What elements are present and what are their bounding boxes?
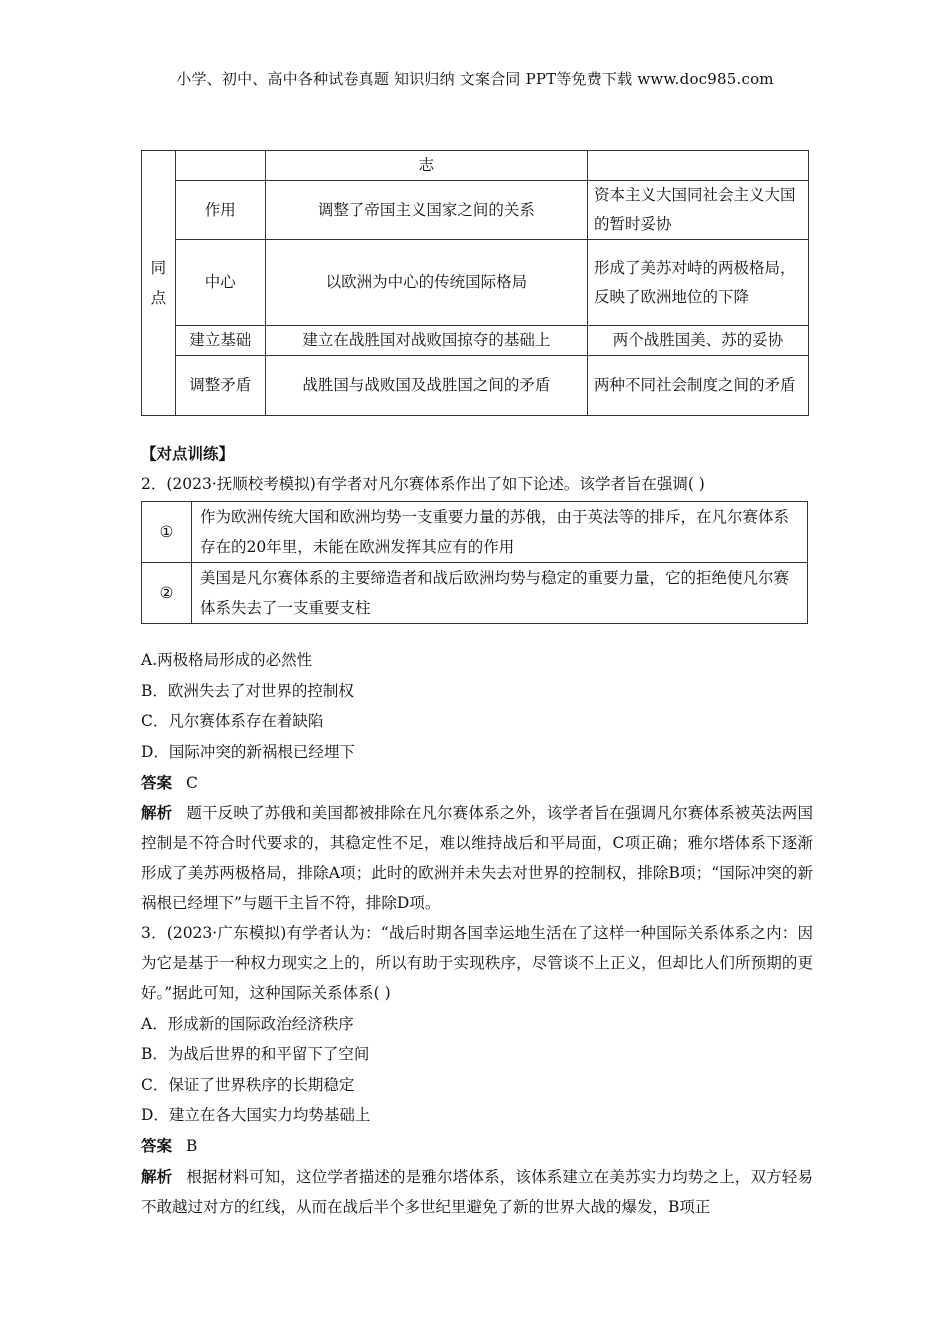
material-text: 作为欧洲传统大国和欧洲均势一支重要力量的苏俄，由于英法等的排斥，在凡尔赛体系存在的20年里，未能在欧洲发挥其应有的作用 (192, 502, 808, 563)
row-col2: 资本主义大国同社会主义大国的暂时妥协 (588, 181, 809, 240)
row-col2: 两种不同社会制度之间的矛盾 (588, 356, 809, 416)
q3-analysis (141, 1162, 813, 1222)
row-col1: 以欧洲为中心的传统国际格局 (265, 240, 587, 326)
material-text: 美国是凡尔赛体系的主要缔造者和战后欧洲均势与稳定的重要力量，它的拒绝使凡尔赛体系失去了一支重要支柱 (192, 563, 808, 624)
q2-option-b: B．欧洲失去了对世界的控制权 (141, 682, 354, 700)
comparison-table (141, 150, 809, 416)
row-label: 作用 (175, 181, 265, 240)
answer-label: 答案 (141, 773, 173, 792)
table-row (142, 326, 809, 356)
q2-material-table (141, 501, 808, 624)
analysis-label: 解析 (141, 1167, 173, 1186)
q3-option-c: C．保证了世界秩序的长期稳定 (141, 1076, 355, 1094)
row-label: 中心 (175, 240, 265, 326)
row-col1: 建立在战胜国对战败国掠夺的基础上 (265, 326, 587, 356)
answer-value: B (186, 1137, 198, 1155)
row-col2: 形成了美苏对峙的两极格局，反映了欧洲地位的下降 (588, 240, 809, 326)
q3-option-b: B．为战后世界的和平留下了空间 (141, 1045, 370, 1063)
answer-label: 答案 (141, 1136, 173, 1155)
analysis-text: 题干反映了苏俄和美国都被排除在凡尔赛体系之外，该学者旨在强调凡尔赛体系被英法两国控制是不符合时代要求的，其稳定性不足，难以维持战后和平局面，C项正确；雅尔塔体系下逐渐形成了美苏两极格局，排除A项；此时的欧洲并未失去对世界的控制权，排除B项；“国际冲突的新祸根已经埋下”与题干主旨不符，排除D项。 (141, 804, 813, 912)
page-header: 小学、初中、高中各种试卷真题 知识归纳 文案合同 PPT等免费下载 www.doc985.com (176, 70, 774, 88)
table-row (142, 563, 808, 624)
row-label: 调整矛盾 (175, 356, 265, 416)
q2-answer (141, 771, 198, 795)
row-col1: 调整了帝国主义国家之间的关系 (265, 181, 587, 240)
q3-stem: 3．(2023·广东模拟)有学者认为：“战后时期各国幸运地生活在了这样一种国际关系体系之内：因为它是基于一种权力现实之上的，所以有助于实现秩序，尽管谈不上正义，但却比人们所预期的更好。”据此可知，这种国际关系体系( ) (141, 924, 813, 1002)
answer-value: C (186, 774, 198, 792)
table-row (142, 240, 809, 326)
row-col2: 两个战胜国美、苏的妥协 (588, 326, 809, 356)
section-title: 【对点训练】 (141, 444, 235, 463)
top-row-text: 志 (265, 151, 587, 181)
q3-option-a: A．形成新的国际政治经济秩序 (141, 1015, 354, 1033)
analysis-text: 根据材料可知，这位学者描述的是雅尔塔体系，该体系建立在美苏实力均势之上，双方轻易不敢越过对方的红线，从而在战后半个多世纪里避免了新的世界大战的爆发，B项正 (141, 1168, 813, 1216)
q2-option-d: D．国际冲突的新祸根已经埋下 (141, 743, 355, 761)
analysis-label: 解析 (141, 803, 173, 822)
material-num: ② (142, 563, 192, 624)
q2-option-c: C．凡尔赛体系存在着缺陷 (141, 712, 324, 730)
table-row (142, 151, 809, 181)
q3-answer (141, 1134, 197, 1158)
table-row (142, 356, 809, 416)
group-label-cell (142, 151, 176, 416)
material-num: ① (142, 502, 192, 563)
row-col1: 战胜国与战败国及战胜国之间的矛盾 (265, 356, 587, 416)
q2-analysis (141, 798, 813, 918)
row-label: 建立基础 (175, 326, 265, 356)
q2-option-a: A.两极格局形成的必然性 (141, 651, 313, 669)
table-row (142, 181, 809, 240)
table-row (142, 502, 808, 563)
q2-stem: 2．(2023·抚顺校考模拟)有学者对凡尔赛体系作出了如下论述。该学者旨在强调( ) (141, 475, 705, 493)
q3-option-d: D．建立在各大国实力均势基础上 (141, 1106, 371, 1124)
group-label: 同点 (150, 259, 167, 307)
